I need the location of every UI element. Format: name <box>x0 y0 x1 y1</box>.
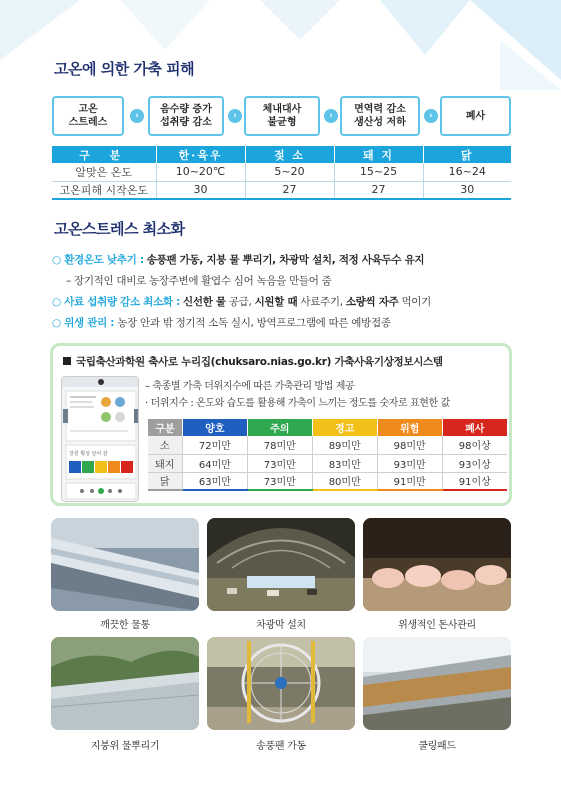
table-cell: 93미만 <box>377 454 442 472</box>
table-cell: 소 <box>148 436 183 454</box>
table-cell: 80미만 <box>312 472 377 490</box>
table-cell: 91미만 <box>377 472 442 490</box>
table-row <box>52 181 511 199</box>
measures-list <box>52 250 522 334</box>
table-cell: 고온피해 시작온도 <box>52 181 156 199</box>
measure-item-hygiene <box>52 313 522 334</box>
measure-strong: 시원할 때 <box>254 296 298 308</box>
info-title <box>63 354 443 369</box>
measure-key: 위생 관리 : <box>64 317 115 329</box>
table-cell: 알맞은 온도 <box>52 163 156 181</box>
photo-caption: 송풍팬 가동 <box>256 741 306 752</box>
flow-step-immunity: 면역력 감소 생산성 저하 <box>340 96 420 136</box>
photo-fan-operation <box>207 637 355 730</box>
heat-index-table <box>147 419 507 491</box>
table-cell: 27 <box>334 181 423 199</box>
table-cell: 83미만 <box>312 454 377 472</box>
measure-text: 공급, <box>228 296 252 308</box>
table-row <box>52 163 511 181</box>
temperature-table <box>52 146 511 200</box>
table-cell: 93이상 <box>442 454 507 472</box>
table-cell: 64미만 <box>182 454 247 472</box>
circle-bullet-icon: ○ <box>52 254 65 266</box>
table-cell: 98미만 <box>377 436 442 454</box>
table-header: 양호 <box>182 419 247 436</box>
table-header: 주의 <box>247 419 312 436</box>
phone-screenshot <box>61 376 139 502</box>
flow-step-intake: 음수량 증가 섭취량 감소 <box>148 96 224 136</box>
section-title-heat-stress-minimize: 고온스트레스 최소화 <box>54 220 185 238</box>
table-header: 폐사 <box>442 419 507 436</box>
photo-hygienic-pig-barn <box>363 518 511 611</box>
info-title-text: 국립축산과학원 축사로 누리집(chuksaro.nias.go.kr) 가축사육기상정보시스템 <box>76 356 443 368</box>
table-cell: 63미만 <box>182 472 247 490</box>
table-cell: 73미만 <box>247 454 312 472</box>
table-header: 닭 <box>423 146 511 163</box>
table-row <box>148 454 508 472</box>
table-cell: 78미만 <box>247 436 312 454</box>
circle-bullet-icon: ○ <box>52 317 65 329</box>
photo-caption: 위생적인 돈사관리 <box>398 620 476 631</box>
info-line: – 축종별 가축 더위지수에 따른 가축관리 방법 제공 <box>145 381 355 392</box>
table-header: 젖 소 <box>245 146 334 163</box>
table-cell: 돼지 <box>148 454 183 472</box>
table-cell: 89미만 <box>312 436 377 454</box>
info-description <box>145 378 450 412</box>
damage-flow <box>52 96 511 136</box>
table-header: 경고 <box>312 419 377 436</box>
photo-shade-net <box>207 518 355 611</box>
chevron-right-icon: › <box>130 109 144 123</box>
section-title-heat-damage: 고온에 의한 가축 피해 <box>54 60 195 78</box>
table-cell: 98이상 <box>442 436 507 454</box>
measure-item-feed <box>52 292 522 313</box>
flow-step-metabolism: 체내대사 불균형 <box>244 96 320 136</box>
table-cell: 15~25 <box>334 163 423 181</box>
table-cell: 27 <box>245 181 334 199</box>
measure-text: 농장 안과 밖 정기적 소독 실시, 방역프로그램에 따른 예방접종 <box>117 317 391 329</box>
table-cell: 30 <box>156 181 245 199</box>
measure-text: 송풍팬 가동, 지붕 물 뿌리기, 차광막 설치, 적정 사육두수 유지 <box>146 254 425 266</box>
circle-bullet-icon: ○ <box>52 296 65 308</box>
phone-location-text: 강원 횡성 날씨 감 <box>69 451 108 457</box>
phone-app-image <box>62 377 139 502</box>
flow-step-heat-stress: 고온 스트레스 <box>52 96 124 136</box>
flow-step-death: 폐사 <box>440 96 511 136</box>
measure-subitem: – 장기적인 대비로 농장주변에 활엽수 심어 녹음을 만들어 줌 <box>66 275 332 287</box>
table-header: 위험 <box>377 419 442 436</box>
measure-key: 사료 섭취량 감소 최소화 : <box>64 296 180 308</box>
table-header: 돼 지 <box>334 146 423 163</box>
chevron-right-icon: › <box>228 109 242 123</box>
photo-caption: 지붕위 물뿌리기 <box>90 741 160 752</box>
table-header: 구분 <box>148 419 183 436</box>
table-header-row <box>148 419 508 436</box>
table-cell: 5~20 <box>245 163 334 181</box>
table-row <box>148 436 508 454</box>
table-header-row <box>52 146 511 163</box>
measure-strong: 소량씩 자주 <box>345 296 399 308</box>
table-cell: 닭 <box>148 472 183 490</box>
table-cell: 72미만 <box>182 436 247 454</box>
measure-item-temperature <box>52 250 522 271</box>
table-cell: 10~20℃ <box>156 163 245 181</box>
table-cell: 30 <box>423 181 511 199</box>
measure-key: 환경온도 낮추기 : <box>64 254 144 266</box>
photo-caption: 차광막 설치 <box>256 620 306 631</box>
table-header: 구 분 <box>52 146 156 163</box>
photo-roof-sprinkling <box>51 637 199 730</box>
table-header: 한·육우 <box>156 146 245 163</box>
measure-strong: 신선한 물 <box>183 296 226 308</box>
table-cell: 91이상 <box>442 472 507 490</box>
chevron-right-icon: › <box>424 109 438 123</box>
photo-caption: 깨끗한 물통 <box>100 620 150 631</box>
chevron-right-icon: › <box>324 109 338 123</box>
table-cell: 16~24 <box>423 163 511 181</box>
info-line: · 더위지수 : 온도와 습도를 활용해 가축이 느끼는 정도를 숫자로 표현한 값 <box>145 398 450 409</box>
photo-cooling-pad <box>363 637 511 730</box>
photo-clean-water-trough <box>51 518 199 611</box>
photo-caption: 쿨링패드 <box>418 741 456 752</box>
measure-text: 먹이기 <box>401 296 431 308</box>
table-row <box>148 472 508 490</box>
table-cell: 73미만 <box>247 472 312 490</box>
measure-text: 사료주기, <box>300 296 343 308</box>
square-bullet-icon <box>63 357 71 365</box>
chuksaro-info-box <box>50 343 512 506</box>
